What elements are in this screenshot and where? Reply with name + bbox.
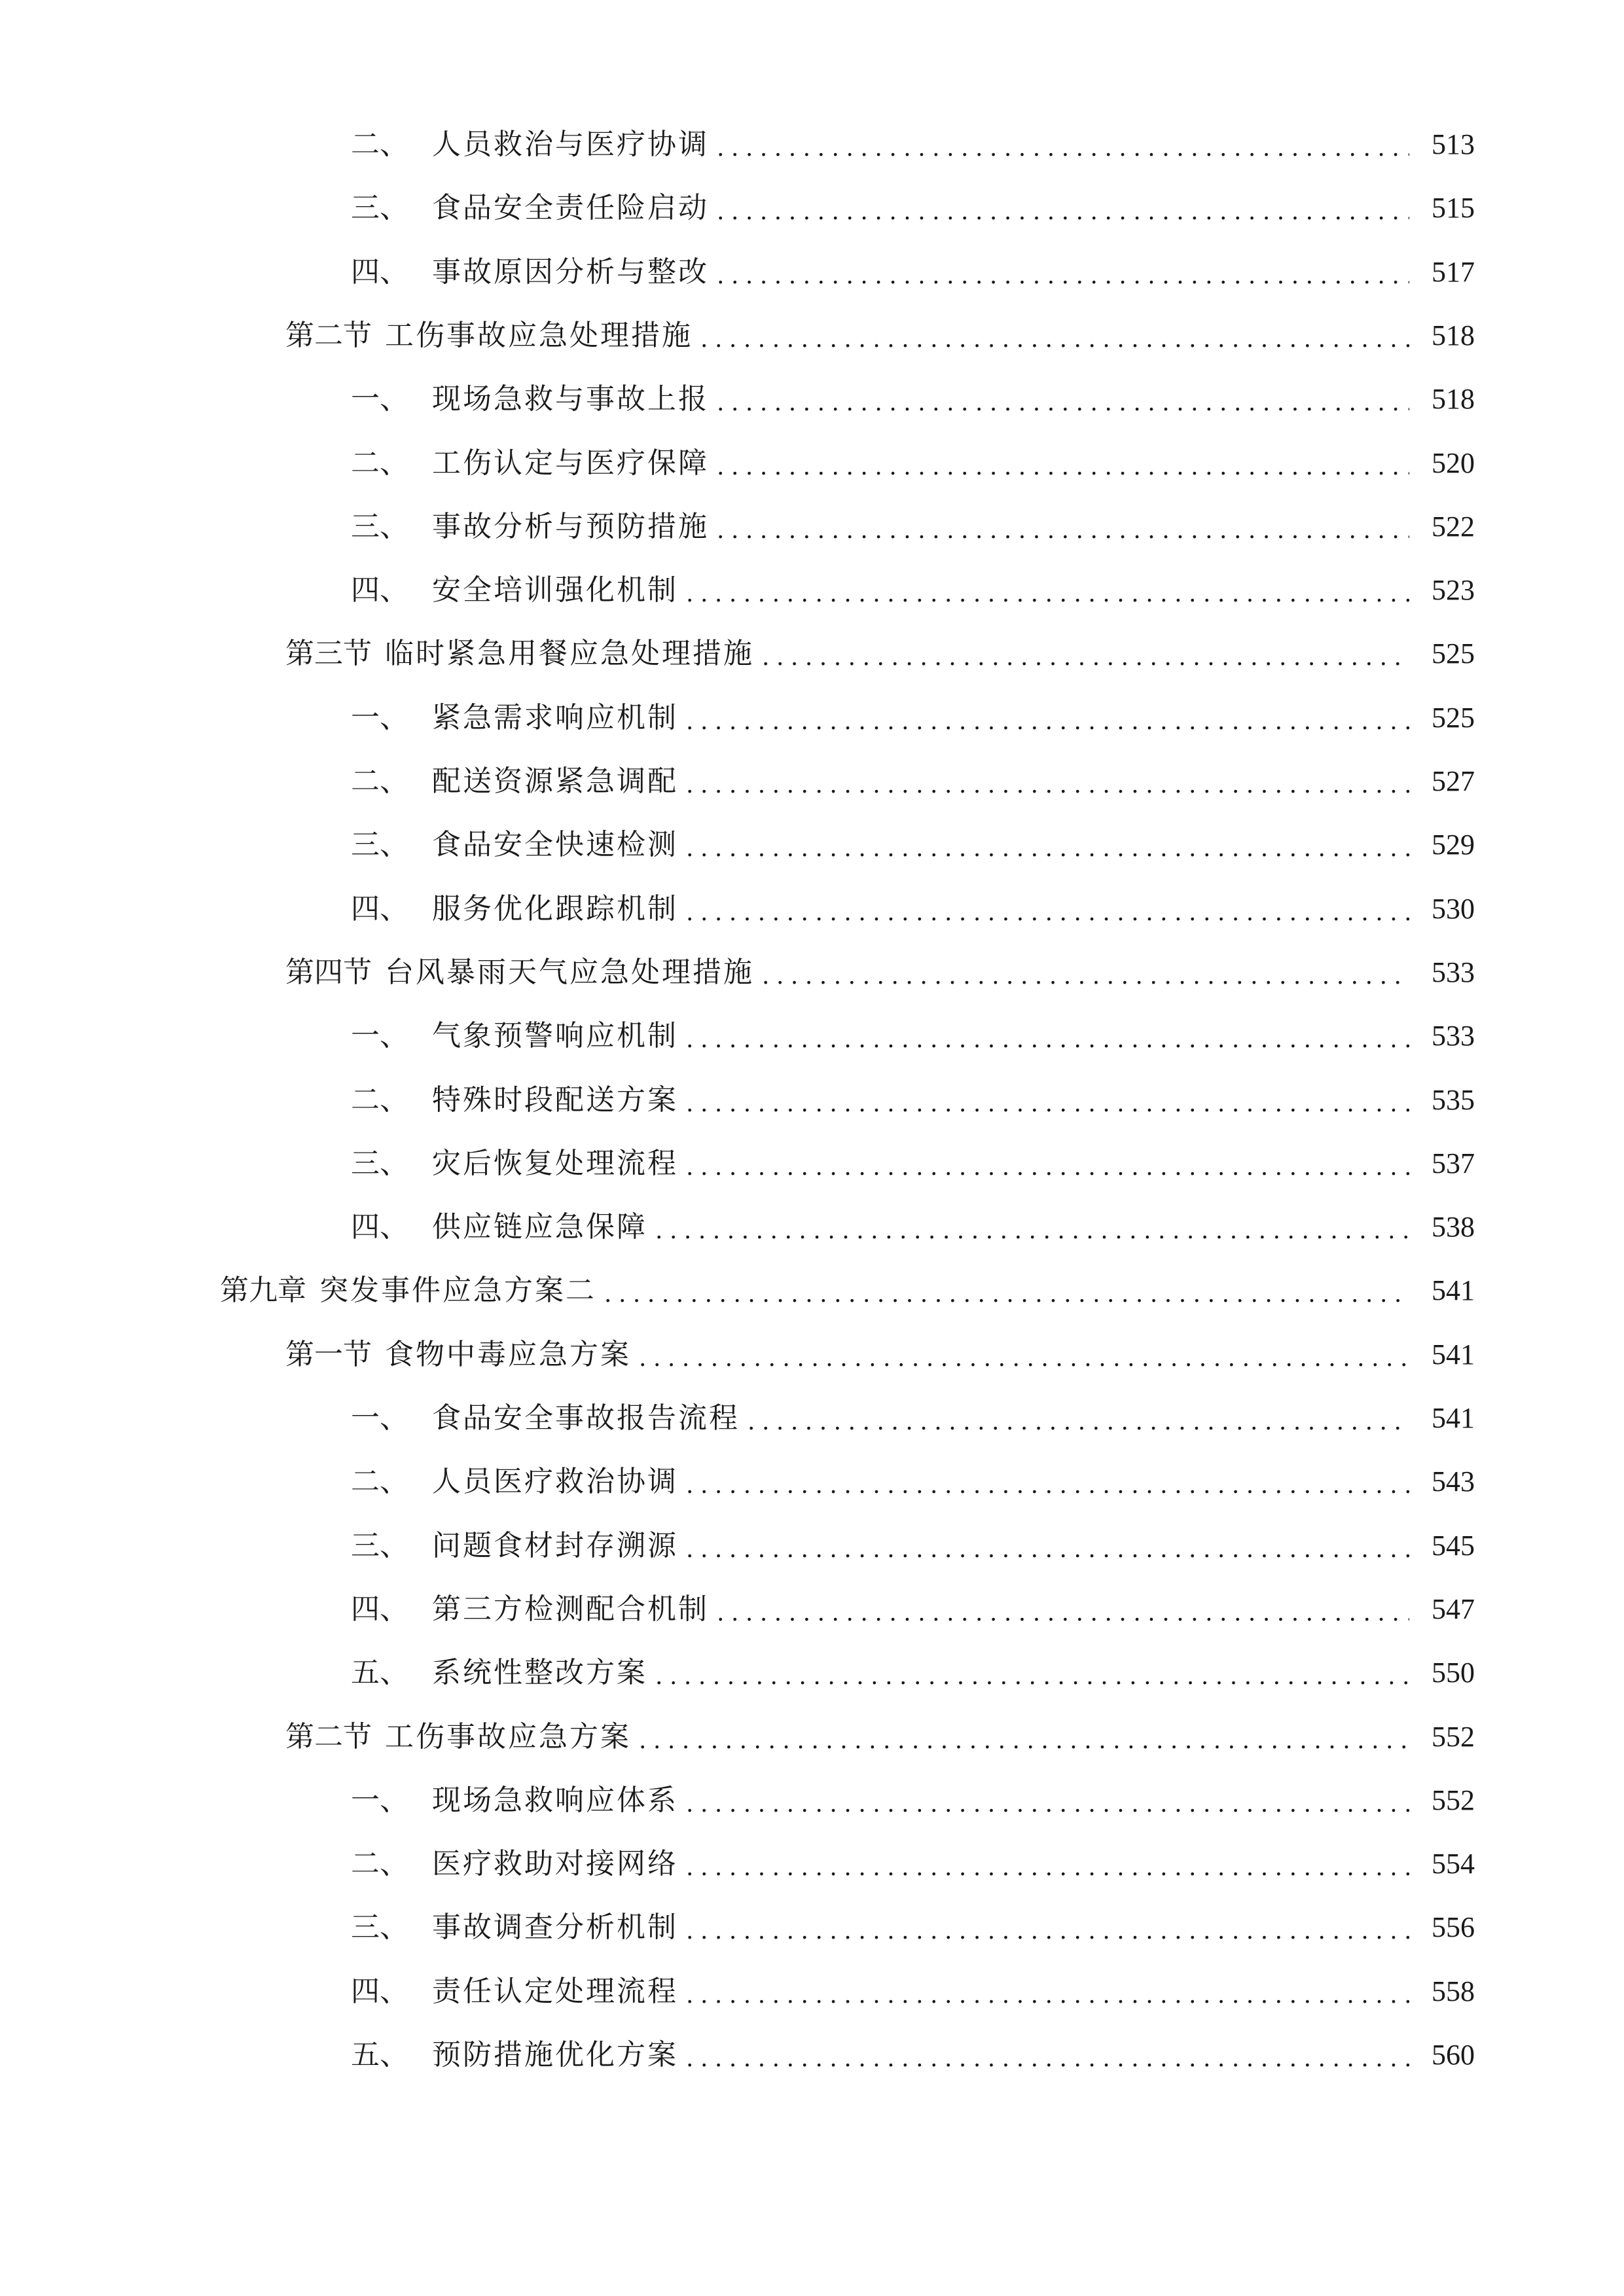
toc-entry-item[interactable]: [351, 431, 1475, 495]
toc-entry-title: 灾后恢复处理流程: [432, 1147, 678, 1180]
toc-entry-title: 事故分析与预防措施: [432, 510, 709, 543]
toc-entry-title: 台风暴雨天气应急处理措施: [385, 956, 754, 989]
dot-leader: [717, 519, 1409, 543]
toc-entry-page-number: 533: [1432, 1020, 1475, 1052]
toc-entry-number: 四、: [351, 1975, 408, 2008]
toc-entry-number: 四、: [351, 573, 408, 607]
toc-entry-item[interactable]: [351, 1514, 1475, 1578]
toc-entry-item[interactable]: [351, 1960, 1475, 2024]
toc-entry-item[interactable]: [351, 1768, 1475, 1833]
toc-entry-page-number: 541: [1432, 1402, 1475, 1434]
toc-entry-section[interactable]: [285, 1323, 1475, 1387]
toc-entry-page-number: 550: [1432, 1657, 1475, 1689]
dot-leader: [686, 1156, 1409, 1179]
toc-entry-number: 三、: [351, 191, 408, 224]
toc-entry-title: 人员医疗救治协调: [432, 1465, 678, 1498]
toc-entry-page-number: 518: [1432, 383, 1475, 415]
toc-entry-page-number: 518: [1432, 319, 1475, 351]
toc-entry-item[interactable]: [351, 813, 1475, 877]
toc-entry-title: 第三方检测配合机制: [432, 1592, 709, 1626]
toc-entry-number: 第一节: [285, 1338, 372, 1371]
toc-entry-number: 五、: [351, 2038, 408, 2072]
dot-leader: [717, 200, 1409, 224]
dot-leader: [717, 1602, 1409, 1625]
toc-entry-title: 事故原因分析与整改: [432, 255, 709, 289]
toc-entry-title: 责任认定处理流程: [432, 1975, 678, 2008]
dot-leader: [686, 1984, 1409, 2007]
toc-entry-item[interactable]: [351, 367, 1475, 431]
toc-entry-page-number: 558: [1432, 1975, 1475, 2007]
dot-leader: [717, 137, 1409, 160]
toc-entry-number: 一、: [351, 1019, 408, 1052]
toc-entry-number: 第四节: [285, 956, 372, 989]
dot-leader: [655, 1665, 1409, 1689]
toc-entry-title: 现场急救响应体系: [432, 1784, 678, 1817]
toc-entry-number: 一、: [351, 1401, 408, 1435]
toc-entry-title: 配送资源紧急调配: [432, 764, 678, 798]
toc-entry-page-number: 522: [1432, 511, 1475, 543]
toc-entry-item[interactable]: [351, 1132, 1475, 1196]
toc-entry-item[interactable]: [351, 1641, 1475, 1705]
toc-entry-page-number: 513: [1432, 128, 1475, 160]
toc-entry-number: 二、: [351, 1083, 408, 1117]
toc-entry-title: 安全培训强化机制: [432, 573, 678, 607]
toc-entry-title: 特殊时段配送方案: [432, 1083, 678, 1117]
toc-entry-title: 食品安全快速检测: [432, 828, 678, 861]
toc-entry-section[interactable]: [285, 1705, 1475, 1769]
toc-entry-item[interactable]: [351, 176, 1475, 240]
toc-entry-number: 二、: [351, 446, 408, 480]
dot-leader: [686, 1538, 1409, 1562]
toc-entry-page-number: 547: [1432, 1593, 1475, 1625]
toc-entry-item[interactable]: [351, 1004, 1475, 1068]
toc-entry-item[interactable]: [351, 1895, 1475, 1960]
toc-entry-item[interactable]: [351, 1450, 1475, 1514]
dot-leader: [686, 1793, 1409, 1816]
toc-entry-page-number: 545: [1432, 1530, 1475, 1562]
toc-entry-number: 第二节: [285, 1720, 372, 1753]
dot-leader: [686, 1092, 1409, 1116]
dot-leader: [686, 1920, 1409, 1943]
dot-leader: [700, 328, 1409, 351]
toc-entry-page-number: 533: [1432, 956, 1475, 988]
dot-leader: [686, 901, 1409, 925]
toc-entry-page-number: 556: [1432, 1911, 1475, 1943]
toc-entry-item[interactable]: [351, 877, 1475, 941]
toc-entry-page-number: 552: [1432, 1721, 1475, 1753]
toc-entry-number: 二、: [351, 128, 408, 161]
toc-entry-number: 四、: [351, 1210, 408, 1244]
dot-leader: [686, 710, 1409, 734]
toc-entry-number: 一、: [351, 382, 408, 416]
toc-entry-title: 食品安全责任险启动: [432, 191, 709, 224]
toc-entry-title: 事故调查分析机制: [432, 1910, 678, 1944]
toc-entry-number: 三、: [351, 1910, 408, 1944]
toc-entry-title: 临时紧急用餐应急处理措施: [385, 637, 754, 670]
toc-entry-number: 三、: [351, 1529, 408, 1562]
toc-entry-number: 四、: [351, 255, 408, 289]
dot-leader: [604, 1283, 1409, 1306]
toc-entry-page-number: 541: [1432, 1338, 1475, 1371]
toc-entry-item[interactable]: [351, 1577, 1475, 1641]
dot-leader: [639, 1729, 1409, 1753]
toc-entry-title: 突发事件应急方案二: [319, 1274, 596, 1307]
dot-leader: [748, 1410, 1409, 1434]
toc-entry-title: 工伤事故应急方案: [385, 1720, 631, 1753]
toc-entry-page-number: 520: [1432, 447, 1475, 479]
toc-entry-title: 紧急需求响应机制: [432, 701, 678, 734]
toc-entry-page-number: 538: [1432, 1211, 1475, 1243]
dot-leader: [639, 1347, 1409, 1371]
toc-entry-item[interactable]: [351, 686, 1475, 750]
toc-entry-page-number: 552: [1432, 1784, 1475, 1816]
toc-entry-page-number: 560: [1432, 2039, 1475, 2071]
toc-entry-item[interactable]: [351, 2023, 1475, 2087]
toc-entry-page-number: 525: [1432, 702, 1475, 734]
toc-entry-title: 工伤事故应急处理措施: [385, 319, 693, 352]
dot-leader: [762, 646, 1409, 670]
toc-entry-page-number: 515: [1432, 192, 1475, 224]
toc-entry-title: 医疗救助对接网络: [432, 1847, 678, 1880]
toc-entry-chapter[interactable]: [220, 1259, 1475, 1323]
dot-leader: [717, 264, 1409, 288]
toc-entry-number: 第三节: [285, 637, 372, 670]
toc-entry-item[interactable]: [351, 1195, 1475, 1259]
dot-leader: [686, 774, 1409, 797]
toc-entry-number: 二、: [351, 1465, 408, 1498]
toc-entry-number: 三、: [351, 828, 408, 861]
toc-entry-page-number: 530: [1432, 893, 1475, 925]
toc-entry-title: 系统性整改方案: [432, 1656, 647, 1689]
dot-leader: [686, 1474, 1409, 1498]
toc-entry-section[interactable]: [285, 304, 1475, 368]
toc-entry-title: 气象预警响应机制: [432, 1019, 678, 1052]
toc-entry-title: 食品安全事故报告流程: [432, 1401, 740, 1435]
toc-entry-title: 服务优化跟踪机制: [432, 892, 678, 925]
toc-entry-number: 二、: [351, 1847, 408, 1880]
dot-leader: [686, 837, 1409, 861]
toc-entry-item[interactable]: [351, 240, 1475, 304]
toc-entry-page-number: 527: [1432, 765, 1475, 797]
toc-entry-item[interactable]: [351, 1832, 1475, 1896]
toc-entry-number: 四、: [351, 1592, 408, 1626]
toc-entry-page-number: 541: [1432, 1274, 1475, 1306]
toc-entry-number: 四、: [351, 892, 408, 925]
toc-entry-number: 一、: [351, 701, 408, 734]
toc-entry-number: 三、: [351, 1147, 408, 1180]
toc-entry-title: 人员救治与医疗协调: [432, 128, 709, 161]
toc-entry-title: 现场急救与事故上报: [432, 382, 709, 416]
dot-leader: [686, 1028, 1409, 1052]
dot-leader: [686, 2047, 1409, 2071]
dot-leader: [717, 456, 1409, 479]
toc-entry-page-number: 529: [1432, 829, 1475, 861]
toc-entry-title: 工伤认定与医疗保障: [432, 446, 709, 480]
dot-leader: [655, 1219, 1409, 1243]
dot-leader: [686, 583, 1409, 606]
toc-entry-title: 供应链应急保障: [432, 1210, 647, 1244]
dot-leader: [762, 965, 1409, 988]
toc-entry-number: 一、: [351, 1784, 408, 1817]
toc-entry-item[interactable]: [351, 113, 1475, 177]
dot-leader: [717, 391, 1409, 415]
toc-entry-item[interactable]: [351, 749, 1475, 814]
toc-entry-number: 五、: [351, 1656, 408, 1689]
toc-entry-title: 问题食材封存溯源: [432, 1529, 678, 1562]
toc-entry-page-number: 517: [1432, 256, 1475, 288]
toc-entry-title: 食物中毒应急方案: [385, 1338, 631, 1371]
toc-entry-section[interactable]: [285, 941, 1475, 1005]
toc-entry-item[interactable]: [351, 495, 1475, 559]
toc-entry-page-number: 537: [1432, 1147, 1475, 1179]
toc-entry-page-number: 543: [1432, 1465, 1475, 1498]
toc-entry-page-number: 523: [1432, 574, 1475, 606]
toc-entry-page-number: 525: [1432, 637, 1475, 670]
toc-entry-number: 二、: [351, 764, 408, 798]
dot-leader: [686, 1856, 1409, 1880]
toc-entry-title: 预防措施优化方案: [432, 2038, 678, 2072]
toc-entry-page-number: 535: [1432, 1084, 1475, 1116]
toc-entry-section[interactable]: [285, 622, 1475, 686]
toc-entry-item[interactable]: [351, 558, 1475, 622]
toc-entry-number: 三、: [351, 510, 408, 543]
toc-entry-number: 第九章: [220, 1274, 306, 1307]
toc-entry-item[interactable]: [351, 1068, 1475, 1132]
toc-entry-number: 第二节: [285, 319, 372, 352]
toc-entry-page-number: 554: [1432, 1848, 1475, 1880]
toc-entry-item[interactable]: [351, 1386, 1475, 1450]
